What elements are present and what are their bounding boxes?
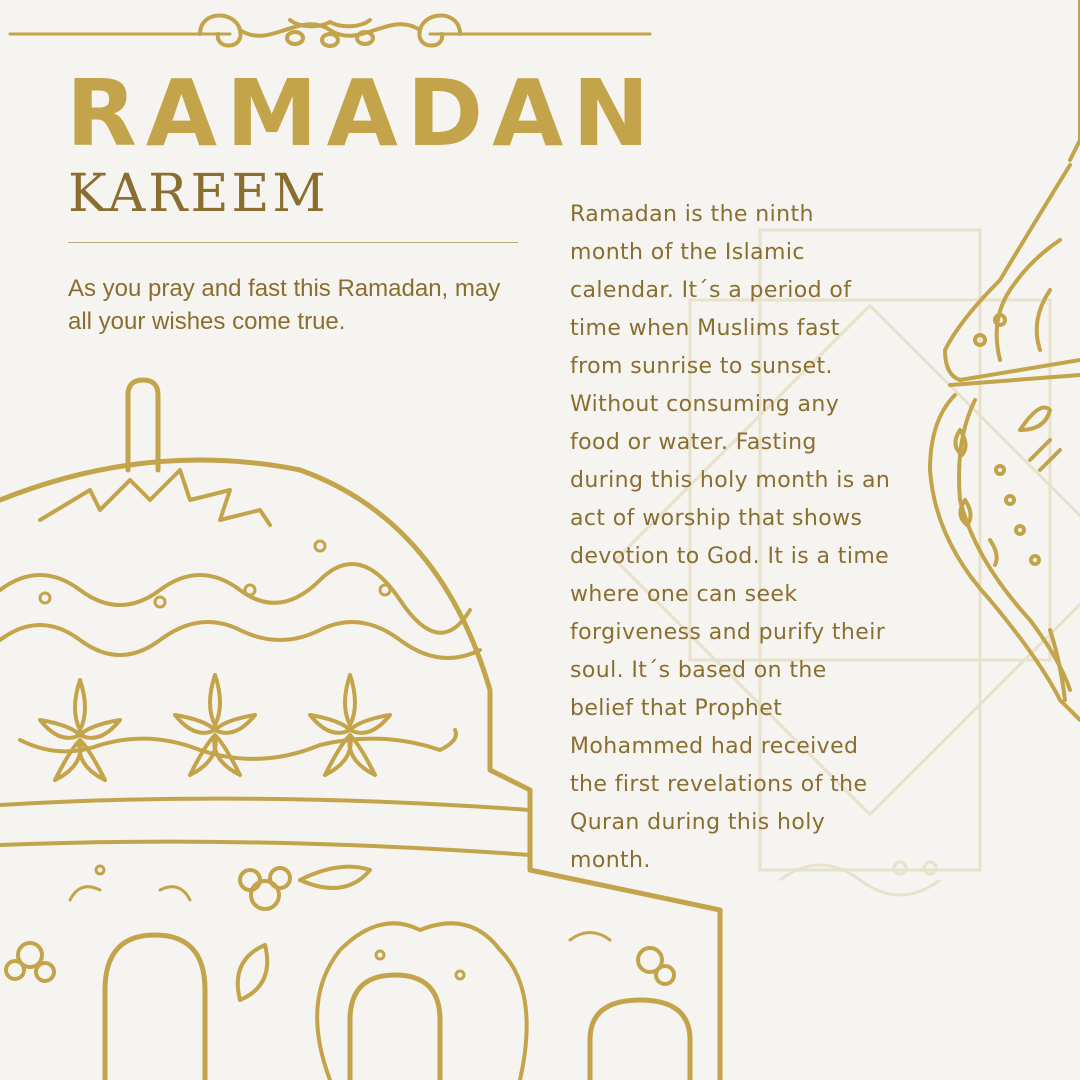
ramadan-description: Ramadan is the ninth month of the Islamic calendar. It´s a period of time when Muslims fast from sunrise to sunset. Without consuming any food or water. Fasting during this holy month is an act of worship that shows devotion to God. It is a time where one can seek forgiveness and purify their soul. It´s based on the belief that Prophet Mohammed had received the first revelations of the Quran during this holy month. bbox=[570, 202, 891, 873]
divider-line bbox=[68, 242, 518, 243]
tagline-text: As you pray and fast this Ramadan, may all your wishes come true. bbox=[68, 275, 501, 335]
subtitle-kareem: KAREEM bbox=[68, 164, 329, 224]
title-ramadan: RAMADAN bbox=[66, 60, 659, 167]
